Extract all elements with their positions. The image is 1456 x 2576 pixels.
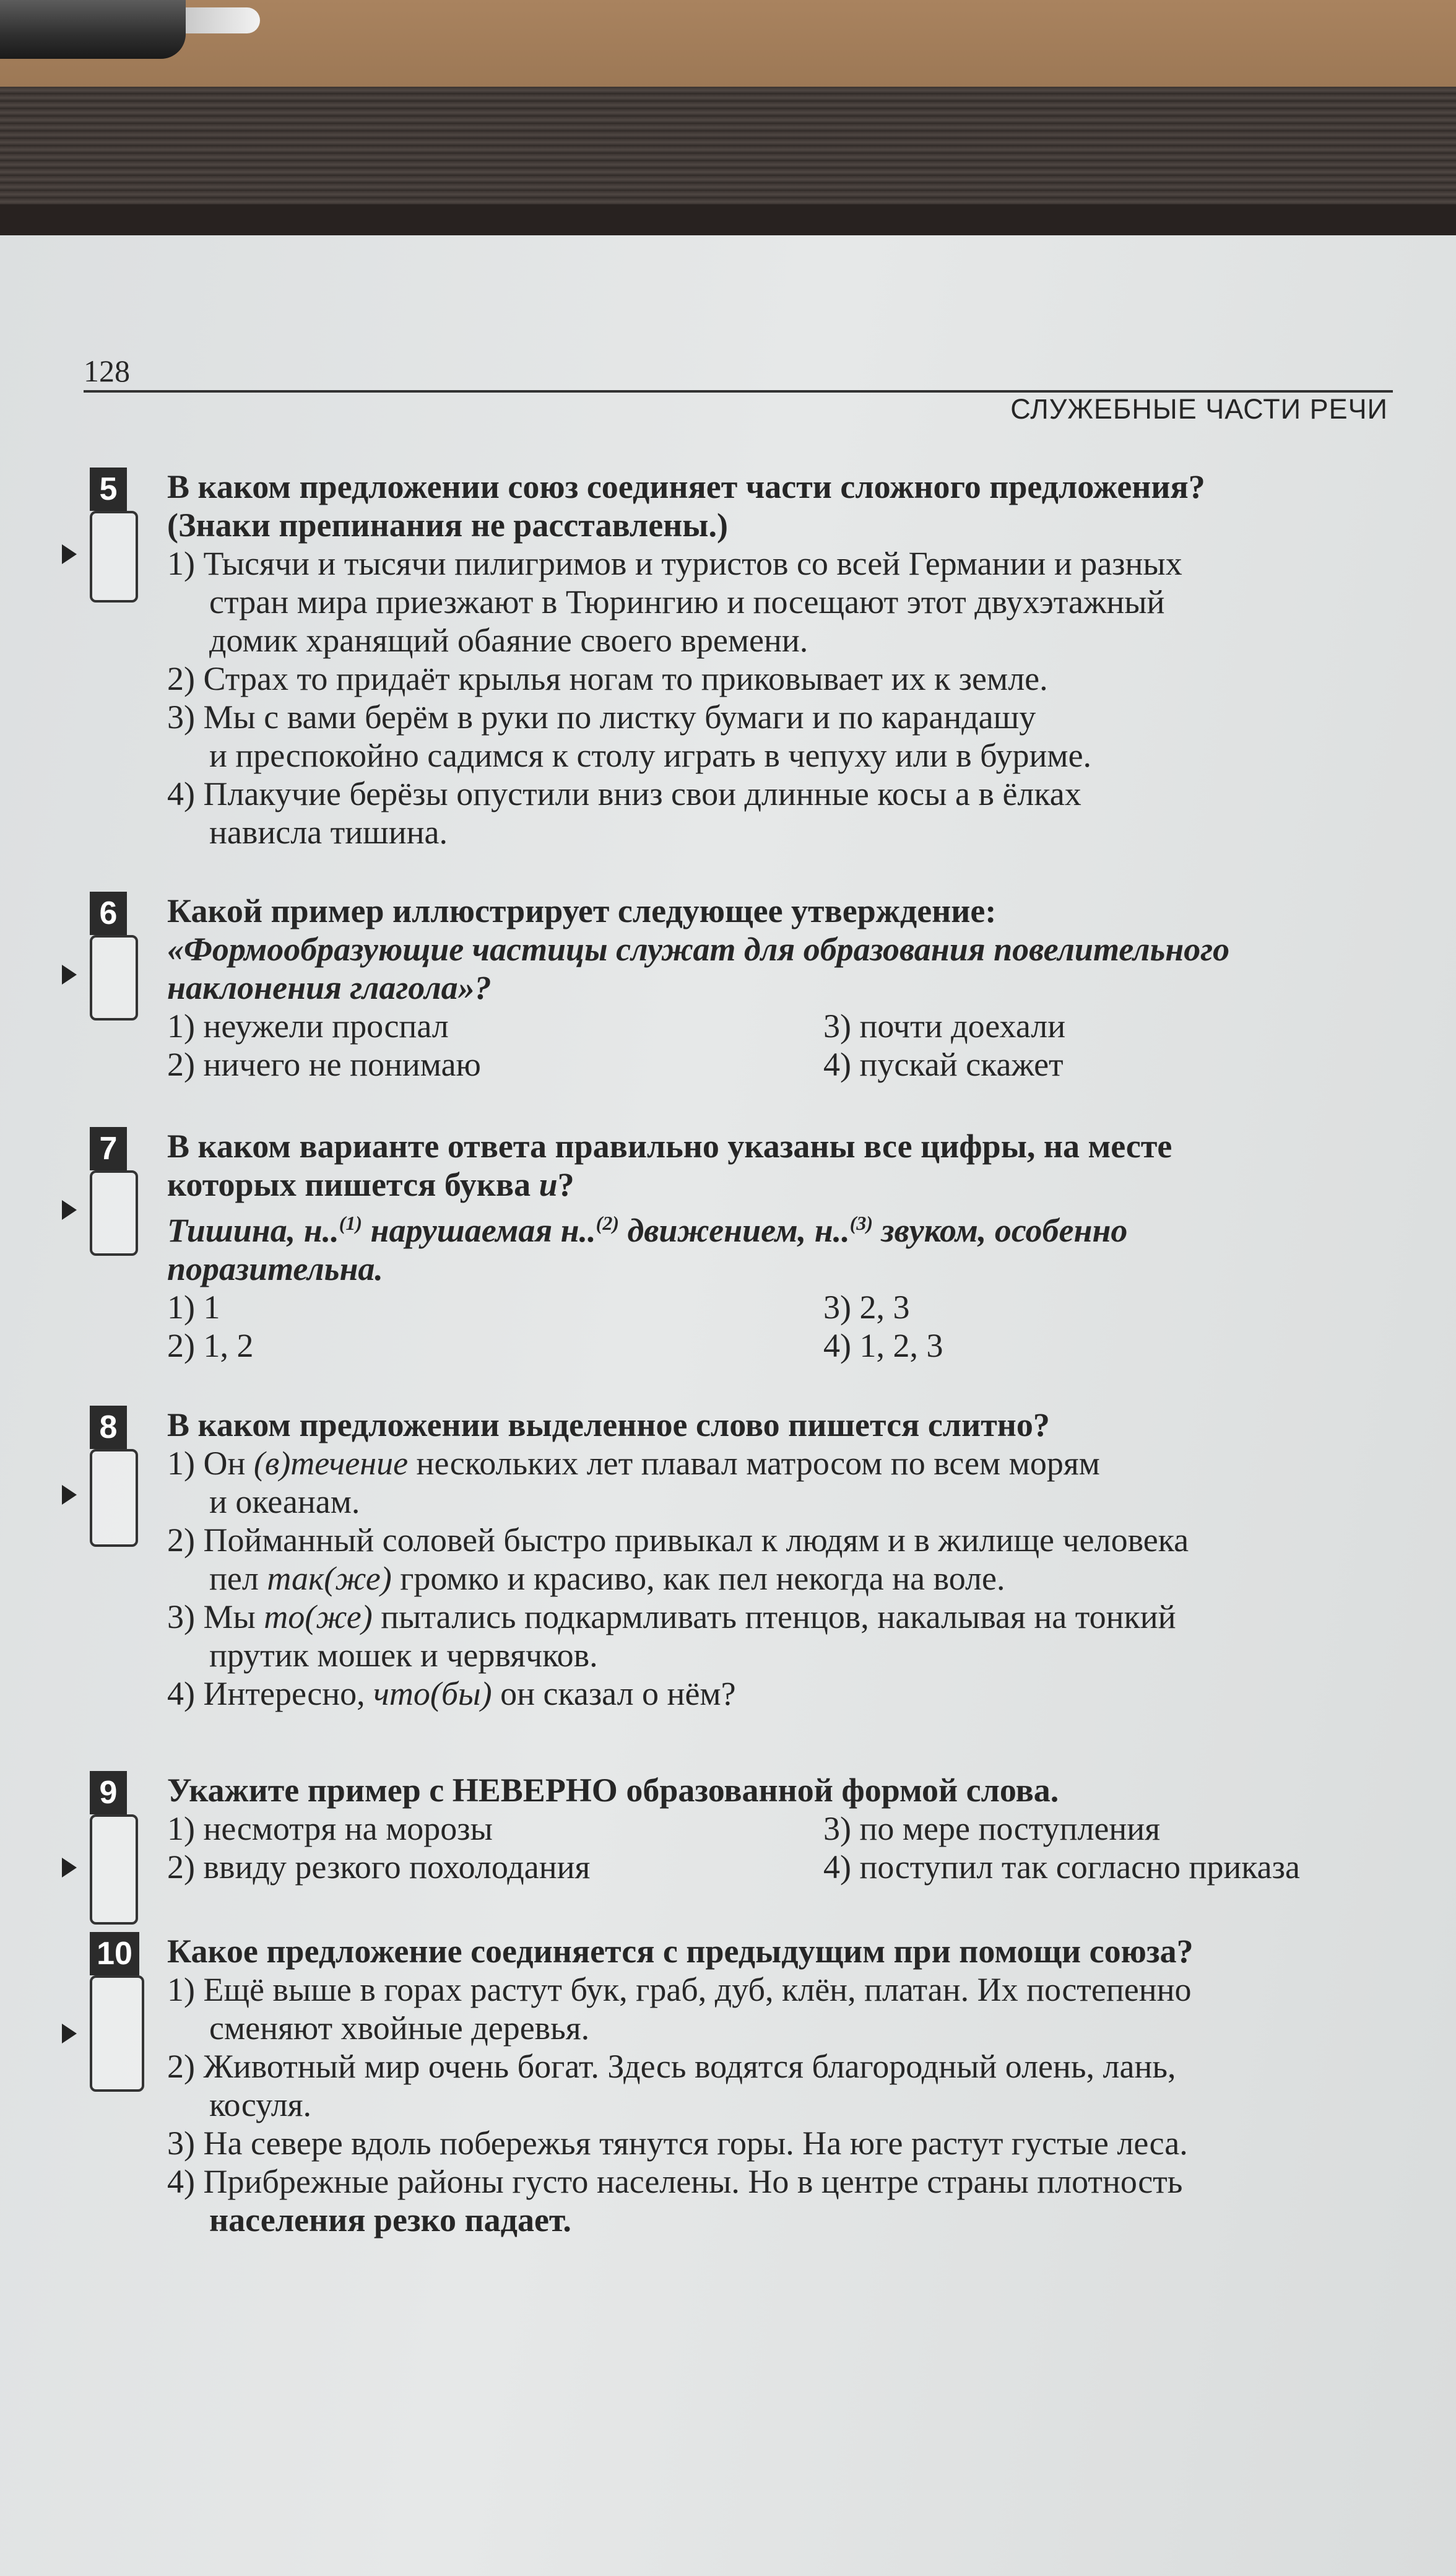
answer-box[interactable] [90, 511, 138, 603]
option-4-cont: населения резко падает. [209, 2201, 571, 2239]
question-text: Какой пример иллюстрирует следующее утверждение: [167, 892, 997, 929]
option-3 [167, 1598, 1456, 1636]
option-1-cont: сменяют хвойные деревья. [209, 2009, 590, 2047]
option-3: 3) Мы с вами берём в руки по листку бумаги и по карандашу [167, 698, 1036, 736]
gap-3: (3) [849, 1212, 873, 1234]
book-page [0, 235, 1456, 2576]
question-text: В каком предложении союз соединяет части сложного предложения? [167, 468, 1205, 505]
option-3: 3) 2, 3 [823, 1289, 910, 1326]
option-text: нескольких лет плавал матросом по всем морям [408, 1445, 1100, 1482]
arrow-icon [62, 965, 77, 985]
option-2-cont: косуля. [209, 2086, 312, 2123]
option-4: 4) Плакучие берёзы опустили вниз свои длинные косы а в ёлках [167, 775, 1081, 812]
gap-1: (1) [339, 1212, 363, 1234]
option-1-cont: домик хранящий обаяние своего времени. [209, 622, 808, 659]
option-text: он сказал о нём? [492, 1675, 736, 1712]
arrow-icon [62, 544, 77, 564]
sentence-part: звуком, особенно [873, 1212, 1128, 1249]
sentence-part: движением, н.. [618, 1212, 850, 1249]
arrow-icon [62, 2024, 77, 2043]
option-2: 2) 1, 2 [167, 1327, 254, 1364]
answer-box[interactable] [90, 1170, 138, 1256]
option-3: 3) по мере поступления [823, 1810, 1161, 1847]
question-text: которых пишется буква [167, 1166, 539, 1203]
highlighted-word: что(бы) [373, 1675, 492, 1712]
option-4: 4) Прибрежные районы густо населены. Но в центре страны плотность [167, 2163, 1183, 2200]
option-text: громко и красиво, как пел некогда на воле. [391, 1560, 1005, 1597]
option-3-cont: прутик мошек и червячков. [209, 1637, 598, 1674]
task-number: 5 [90, 468, 127, 511]
task-number: 8 [90, 1406, 127, 1449]
option-text: 1) Он [167, 1445, 254, 1482]
task-number: 6 [90, 892, 127, 935]
option-text: 4) Интересно, [167, 1675, 374, 1712]
option-4: 4) пускай скажет [823, 1046, 1064, 1083]
option-1: 1) несмотря на морозы [167, 1810, 493, 1847]
pen-tip [186, 7, 260, 33]
option-2: 2) ввиду резкого похолодания [167, 1848, 591, 1886]
question-text: Какое предложение соединяется с предыдущим при помощи союза? [167, 1933, 1194, 1970]
sentence-part: нарушаемая н.. [362, 1212, 596, 1249]
option-text: пел [209, 1560, 267, 1597]
running-header: СЛУЖЕБНЫЕ ЧАСТИ РЕЧИ [1010, 393, 1388, 425]
option-1-cont: стран мира приезжают в Тюрингию и посещают этот двухэтажный [209, 583, 1165, 620]
option-4-cont: нависла тишина. [209, 814, 448, 851]
answer-box[interactable] [90, 1814, 138, 1925]
question-mark: ? [557, 1166, 574, 1203]
option-4: 4) 1, 2, 3 [823, 1327, 943, 1364]
highlighted-word: то(же) [264, 1598, 373, 1635]
statement-text: «Формообразующие частицы служат для образования повелительного [167, 931, 1230, 968]
highlighted-word: (в)течение [253, 1445, 409, 1482]
letter: и [539, 1166, 558, 1203]
header-rule [84, 390, 1393, 393]
task-number: 9 [90, 1771, 127, 1814]
statement-text: наклонения глагола»? [167, 969, 492, 1006]
question-text: В каком варианте ответа правильно указаны все цифры, на месте [167, 1128, 1172, 1165]
task-number: 10 [90, 1932, 139, 1975]
option-text: 3) Мы [167, 1598, 264, 1635]
option-3: 3) На севере вдоль побережья тянутся горы. На юге растут густые леса. [167, 2125, 1188, 2162]
option-2: 2) Страх то придаёт крылья ногам то приковывает их к земле. [167, 660, 1048, 697]
answer-box[interactable] [90, 1975, 144, 2092]
option-2: 2) ничего не понимаю [167, 1046, 481, 1083]
option-1: 1) неужели проспал [167, 1007, 449, 1045]
task-number: 7 [90, 1127, 127, 1170]
option-text: пытались подкармливать птенцов, накалывая на тонкий [372, 1598, 1176, 1635]
option-3: 3) почти доехали [823, 1007, 1066, 1045]
question-text: Укажите пример с НЕВЕРНО образованной формой слова. [167, 1772, 1059, 1809]
arrow-icon [62, 1200, 77, 1220]
option-1 [167, 1444, 1456, 1482]
option-2-cont [167, 1559, 1456, 1598]
sentence [167, 1204, 1456, 1250]
option-4: 4) поступил так согласно приказа [823, 1848, 1300, 1886]
question-note: (Знаки препинания не расставлены.) [167, 507, 728, 544]
question-text: В каком предложении выделенное слово пишется слитно? [167, 1406, 1050, 1443]
option-1: 1) Ещё выше в горах растут бук, граб, дуб, клён, платан. Их постепенно [167, 1971, 1192, 2008]
option-3-cont: и преспокойно садимся к столу играть в чепуху или в буриме. [209, 737, 1092, 774]
option-1-cont: и океанам. [209, 1483, 360, 1520]
option-1: 1) 1 [167, 1289, 220, 1326]
arrow-icon [62, 1485, 77, 1505]
arrow-icon [62, 1858, 77, 1878]
pen [0, 0, 186, 59]
gap-2: (2) [596, 1212, 619, 1234]
option-1: 1) Тысячи и тысячи пилигримов и туристов со всей Германии и разных [167, 545, 1182, 582]
sentence-cont: поразительна. [167, 1250, 383, 1287]
highlighted-word: так(же) [267, 1560, 392, 1597]
page-number: 128 [84, 354, 130, 388]
option-4 [167, 1674, 1456, 1713]
option-2: 2) Животный мир очень богат. Здесь водятся благородный олень, лань, [167, 2048, 1176, 2085]
option-2: 2) Пойманный соловей быстро привыкал к людям и в жилище человека [167, 1521, 1189, 1559]
sentence-part: Тишина, н.. [167, 1212, 339, 1249]
answer-box[interactable] [90, 935, 138, 1020]
answer-box[interactable] [90, 1449, 138, 1547]
